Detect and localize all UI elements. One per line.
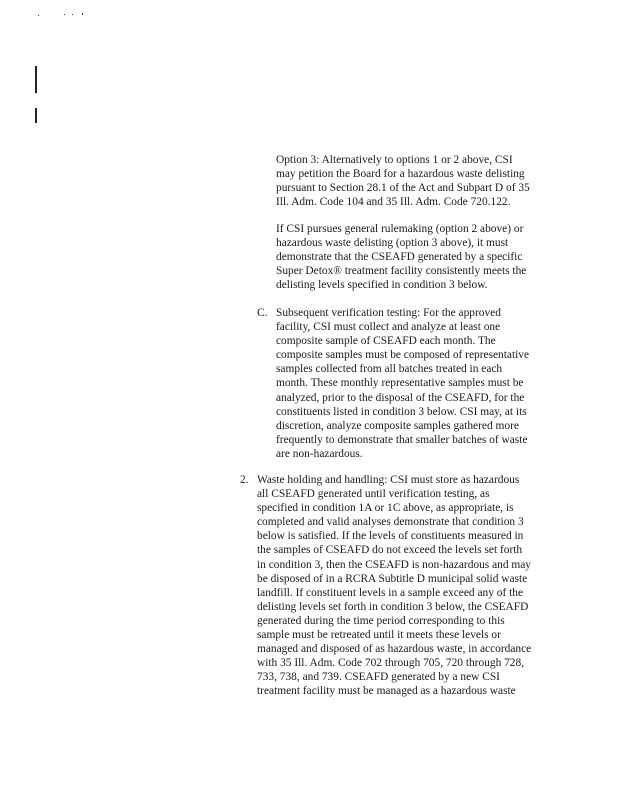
text-line: composite samples must be composed of representative [276,349,530,362]
text-line: the samples of CSEAFD do not exceed the levels set forth [257,544,523,557]
text-line: be disposed of in a RCRA Subtitle D municipal solid waste [257,572,528,585]
text-line: samples collected from all batches treated in each [276,363,503,376]
text-line: landfill. If constituent levels in a sample exceed any of the [257,586,524,599]
text-line: Super Detox® treatment facility consistently meets the [276,265,527,278]
text-line: specified in condition 1A or 1C above, as appropriate, is [257,502,514,515]
text-line: delisting levels set forth in condition 3 below, the CSEAFD [257,600,529,613]
text-line: frequently to demonstrate that smaller batches of waste [276,433,528,446]
text-line: Ill. Adm. Code 104 and 35 Ill. Adm. Code 720.122. [276,196,511,209]
text-line: all CSEAFD generated until verification testing, as [257,488,490,501]
text-line: If CSI pursues general rulemaking (option 2 above) or [276,223,524,235]
text-line: treatment facility must be managed as a hazardous waste [257,685,516,698]
text-line: delisting levels specified in condition 3 below. [276,279,488,292]
text-line: pursuant to Section 28.1 of the Act and Subpart D of 35 [276,182,530,195]
text-line: discretion, analyze composite samples gathered more [276,419,519,432]
text-line: Option 3: Alternatively to options 1 or 2 above, CSI [276,154,513,166]
text-line: month. These monthly representative samples must be [276,377,524,390]
text-line: Waste holding and handling: CSI must store as hazardous [257,474,520,486]
text-line: facility, CSI must collect and analyze at least one [276,321,501,334]
option-3-paragraph [276,153,530,209]
text-line: hazardous waste delisting (option 3 above), it must [276,237,509,250]
scan-speck [64,14,65,15]
item-c-marker: C. [257,307,268,319]
text-line: sample must be retreated until it meets these levels or [257,629,501,642]
scan-speck [82,13,83,15]
text-line: are non-hazardous. [276,447,363,460]
text-line: in condition 3, then the CSEAFD is non-hazardous and may [257,558,531,571]
text-line: generated during the time period corresponding to this [257,614,505,627]
text-line: demonstrate that the CSEAFD generated by a specific [276,251,523,264]
text-line: analyzed, prior to the disposal of the CSEAFD, for the [276,391,525,404]
text-line: composite sample of CSEAFD each month. The [276,335,496,348]
scan-speck [38,15,39,16]
rulemaking-paragraph [276,222,526,292]
margin-bar [35,108,37,123]
item-2-marker: 2. [240,474,249,486]
text-line: Subsequent verification testing: For the approved [276,307,501,319]
text-line: may petition the Board for a hazardous waste delisting [276,168,525,181]
text-line: completed and valid analyses demonstrate that condition 3 [257,516,524,529]
text-line: constituents listed in condition 3 below. CSI may, at its [276,405,527,418]
margin-bar [35,66,37,93]
item-2-paragraph [257,473,531,699]
text-line: below is satisfied. If the levels of constituents measured in [257,530,524,543]
scan-speck [72,14,73,15]
item-c-paragraph [276,306,529,461]
text-line: 733, 738, and 739. CSEAFD generated by a new CSI [257,671,500,684]
text-line: managed and disposed of as hazardous waste, in accordance [257,643,532,656]
text-line: with 35 Ill. Adm. Code 702 through 705, 720 through 728, [257,657,525,670]
